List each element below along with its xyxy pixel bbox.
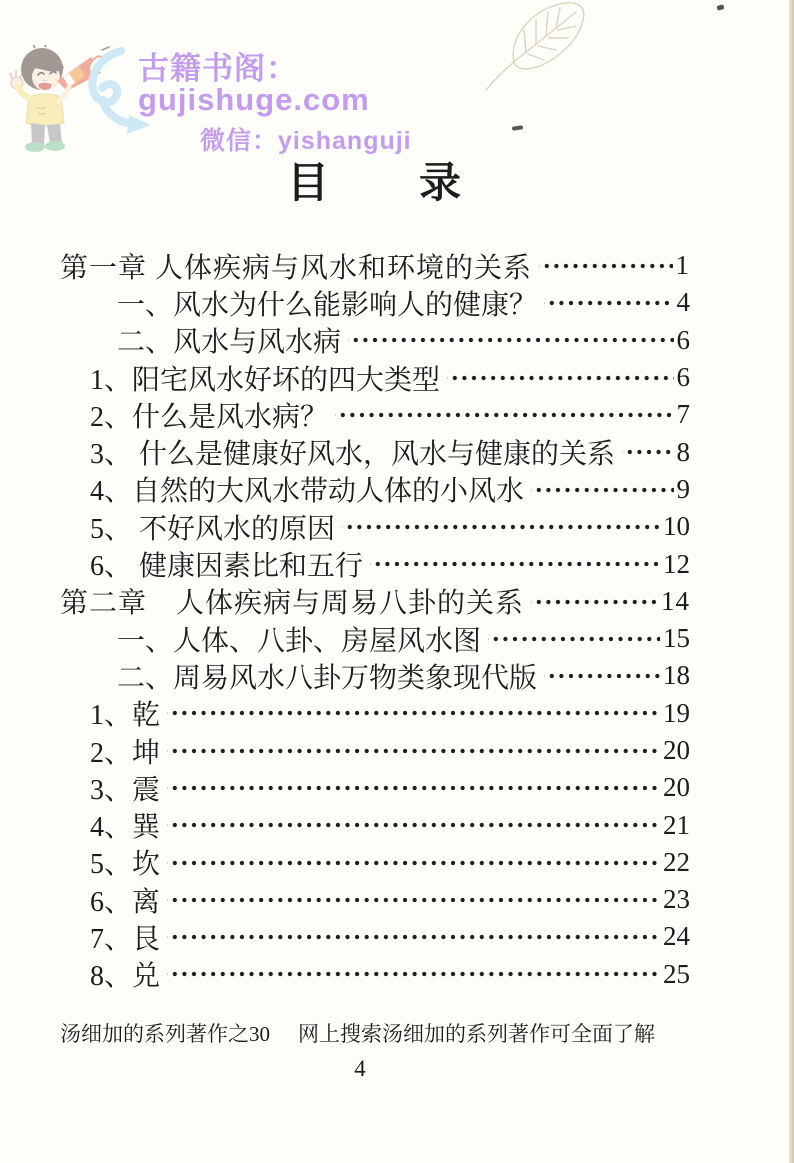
toc-entry-label: 二、周易风水八卦万物类象现代版 (117, 662, 538, 694)
dotted-leader (167, 732, 660, 769)
toc-entry (60, 284, 690, 321)
dotted-leader (167, 695, 660, 732)
dotted-leader (167, 881, 660, 918)
toc-entry-page: 6 (676, 324, 690, 355)
footer-note-right: 网上搜索汤细加的系列著作可全面了解 (298, 1022, 655, 1046)
toc-entry (60, 583, 690, 620)
toc-entry-label: 6、离 (90, 886, 161, 918)
toc-entry-page: 6 (676, 362, 690, 393)
dotted-leader (167, 769, 660, 806)
toc-entry-label: 5、坎 (90, 849, 161, 881)
toc-entry (60, 620, 690, 657)
dotted-leader (342, 508, 660, 545)
toc-entry-page: 14 (661, 585, 690, 616)
dotted-leader (370, 545, 660, 582)
toc-entry (60, 881, 690, 918)
toc-entry-page: 1 (675, 250, 690, 281)
dotted-leader (447, 359, 673, 396)
toc-entry (60, 359, 690, 396)
toc-entry-page: 20 (663, 735, 690, 765)
toc-entry-page: 20 (663, 772, 690, 803)
toc-entry-page: 18 (663, 660, 690, 691)
toc-entry-label: 第一章 人体疾病与风水和环境的关系 (60, 252, 533, 284)
footer-note-left: 汤细加的系列著作之30 (60, 1022, 270, 1046)
toc-entry-page: 22 (663, 846, 690, 877)
scan-speck (512, 125, 523, 130)
toc-entry (60, 545, 690, 582)
toc-entry-label: 3、 什么是健康好风水，风水与健康的关系 (90, 439, 616, 471)
toc-entry-label: 3、震 (90, 774, 161, 806)
dotted-leader (544, 657, 660, 694)
toc-entry-page: 10 (663, 511, 690, 542)
toc-entry-page: 12 (663, 548, 690, 579)
toc-entry (60, 695, 690, 732)
toc-entry-page: 15 (663, 623, 690, 654)
dotted-leader (544, 284, 673, 321)
toc-entry (60, 956, 690, 993)
toc-entry (60, 322, 690, 359)
page-title: 目 录 (286, 161, 463, 207)
dotted-leader (335, 396, 673, 433)
toc-entry-page: 21 (663, 809, 690, 840)
toc-entry (60, 396, 690, 433)
toc-entry-label: 1、乾 (90, 700, 161, 732)
watermark-site-text: 古籍书阁：gujishuge.com (138, 51, 370, 117)
toc-entry (60, 433, 690, 470)
toc-entry-label: 二、风水与风水病 (117, 327, 342, 359)
toc-entry (60, 732, 690, 769)
toc-entry-page: 4 (676, 287, 690, 318)
dotted-leader (531, 471, 673, 508)
toc-entry (60, 844, 690, 881)
toc-entry-label: 8、兑 (90, 961, 161, 993)
toc-list (60, 247, 690, 993)
toc-entry-label: 7、艮 (90, 924, 161, 955)
toc-entry (60, 508, 690, 545)
toc-entry-page: 9 (676, 473, 690, 504)
toc-entry-label: 一、风水为什么能影响人的健康？ (117, 289, 538, 321)
toc-entry (60, 918, 690, 955)
toc-entry-label: 6、 健康因素比和五行 (90, 551, 364, 583)
watermark-text-block (138, 53, 498, 154)
dotted-leader (488, 620, 660, 657)
page-edge-strip (789, 0, 794, 1163)
toc-entry (60, 769, 690, 806)
toc-entry-page: 19 (663, 697, 690, 728)
dotted-leader (167, 806, 660, 843)
dotted-leader (539, 247, 672, 284)
toc-entry-label: 4、巽 (90, 812, 161, 844)
toc-entry-label: 5、 不好风水的原因 (90, 513, 336, 545)
toc-entry-page: 23 (663, 884, 690, 915)
toc-entry (60, 247, 690, 284)
dotted-leader (167, 918, 660, 955)
scan-speck (716, 4, 724, 11)
toc-entry-page: 8 (676, 436, 690, 467)
toc-entry-label: 第二章 人体疾病与周易八卦的关系 (60, 588, 525, 620)
toc-entry-label: 2、什么是风水病？ (90, 401, 329, 433)
dotted-leader (348, 322, 673, 359)
dotted-leader (531, 583, 658, 620)
toc-entry-label: 1、阳宅风水好坏的四大类型 (90, 364, 441, 396)
dotted-leader (622, 433, 673, 470)
toc-entry (60, 806, 690, 843)
toc-entry-page: 25 (663, 958, 690, 989)
footer (60, 1018, 720, 1048)
dotted-leader (167, 956, 660, 993)
dotted-leader (167, 844, 660, 881)
leaf-illustration (482, 0, 594, 92)
toc-entry (60, 657, 690, 694)
watermark-wechat-text: 微信：yishanguji (200, 127, 412, 155)
toc-entry-page: 24 (663, 921, 690, 952)
toc-entry-label: 4、自然的大风水带动人体的小风水 (90, 476, 525, 508)
toc-entry-label: 一、人体、八卦、房屋风水图 (117, 625, 482, 657)
toc-entry (60, 471, 690, 508)
toc-entry-page: 7 (676, 399, 690, 430)
page-number: 4 (354, 1056, 366, 1081)
toc-entry-label: 2、坤 (90, 737, 161, 769)
